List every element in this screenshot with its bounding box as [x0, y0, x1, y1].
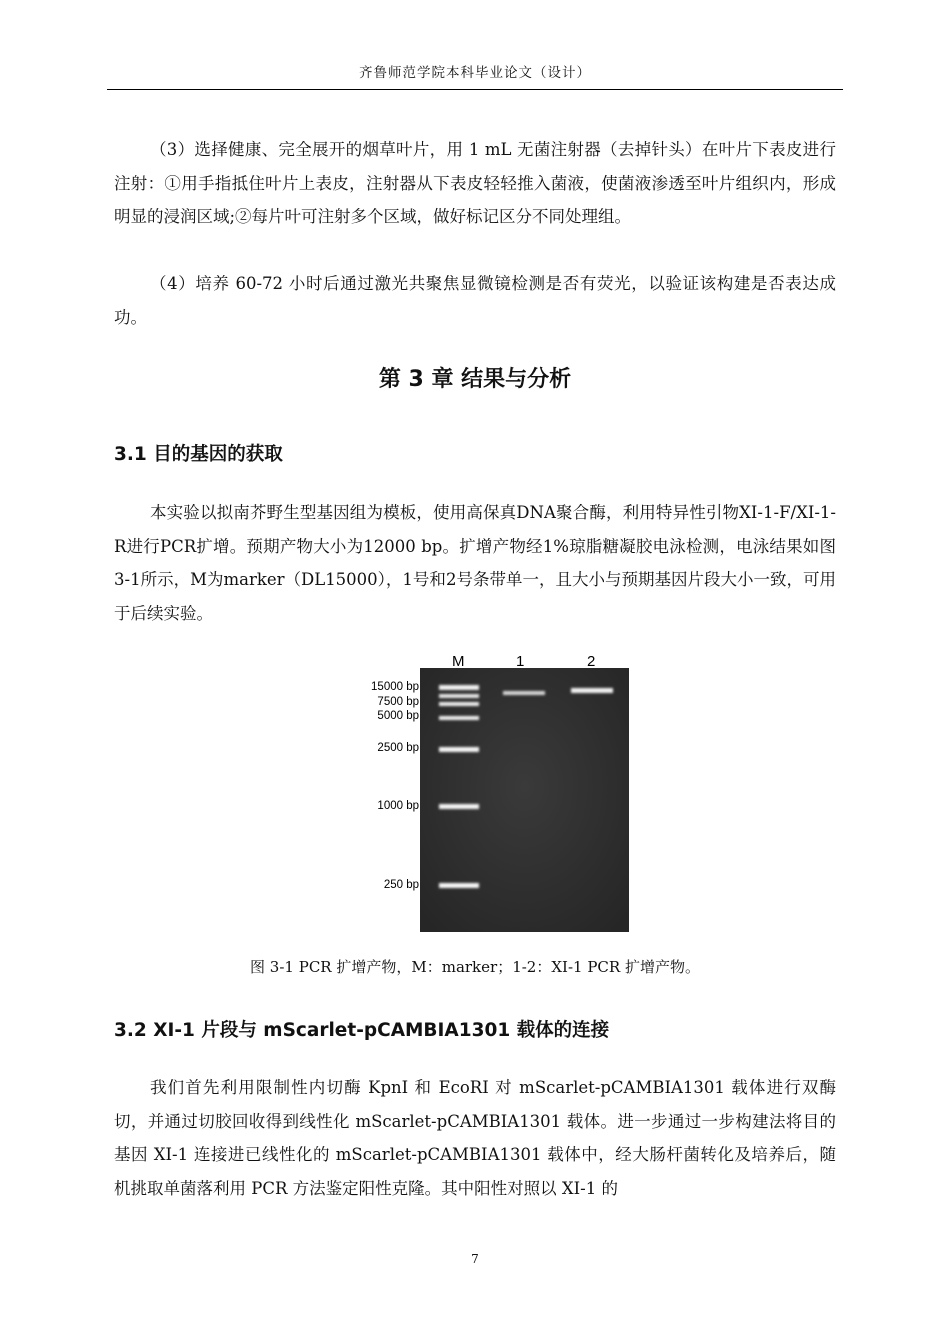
- marker-label-2500: 2500 bp: [377, 742, 419, 754]
- lane-2-band: [571, 688, 613, 693]
- marker-label-250: 250 bp: [383, 879, 419, 891]
- marker-label-15000: 15000 bp: [371, 681, 419, 693]
- lane-label-M: M: [452, 653, 465, 670]
- marker-band-7500: [439, 702, 479, 706]
- marker-band-250: [439, 883, 479, 888]
- paragraph-3-2: 我们首先利用限制性内切酶 KpnI 和 EcoRI 对 mScarlet-pCAMBIA1301 载体进行双酶切，并通过切胶回收得到线性化 mScarlet-pCAMBIA1301 载体。进一步通过一步构建法将目的基因 XI-1 连接进已线性化的 mScarlet-pCAMBIA1301 载体中，经大肠杆菌转化及培养后，随机挑取单菌落利用 PCR 方法鉴定阳性克隆。其中阳性对照以 XI-1 的: [114, 1078, 836, 1198]
- marker-band-10000: [439, 694, 479, 698]
- paragraph-step-4: （4）培养 60-72 小时后通过激光共聚焦显微镜检测是否有荧光，以验证该构建是否表达成功。: [114, 274, 836, 327]
- section-heading-3-1: 3.1 目的基因的获取: [114, 444, 283, 465]
- marker-band-15000: [439, 685, 479, 690]
- gel-background: [420, 668, 629, 932]
- gel-image: [345, 648, 645, 938]
- paragraph-3-1: 本实验以拟南芥野生型基因组为模板，使用高保真DNA聚合酶，利用特异性引物XI-1-F/XI-1-R进行PCR扩增。预期产物大小为12000 bp。扩增产物经1%琼脂糖凝胶电泳检测，电泳结果如图3-1所示，M为marker（DL15000），1号和2号条带单一，且大小与预期基因片段大小一致，可用于后续实验。: [114, 503, 836, 623]
- marker-label-1000: 1000 bp: [377, 800, 419, 812]
- lane-label-1: 1: [516, 653, 525, 670]
- lane-1-band: [503, 691, 545, 695]
- marker-label-7500: 7500 bp: [377, 696, 419, 708]
- section-heading-3-2: 3.2 XI-1 片段与 mScarlet-pCAMBIA1301 载体的连接: [114, 1020, 610, 1041]
- running-header: 齐鲁师范学院本科毕业论文（设计）: [107, 63, 843, 90]
- marker-band-2500: [439, 747, 479, 752]
- marker-label-5000: 5000 bp: [377, 710, 419, 722]
- marker-band-1000: [439, 804, 479, 809]
- lane-label-2: 2: [587, 653, 596, 670]
- gel-electrophoresis-figure: [345, 648, 645, 938]
- marker-band-5000: [439, 716, 479, 720]
- figure-caption: 图 3-1 PCR 扩增产物，M：marker；1-2：XI-1 PCR 扩增产物。: [250, 958, 700, 976]
- chapter-title: 第 3 章 结果与分析: [378, 367, 572, 392]
- paragraph-step-3: （3）选择健康、完全展开的烟草叶片，用 1 mL 无菌注射器（去掉针头）在叶片下表皮进行注射：①用手指抵住叶片上表皮，注射器从下表皮轻轻推入菌液，使菌液渗透至叶片组织内，形成明显的浸润区域;②每片叶可注射多个区域，做好标记区分不同处理组。: [114, 140, 836, 226]
- page-number: 7: [471, 1252, 479, 1266]
